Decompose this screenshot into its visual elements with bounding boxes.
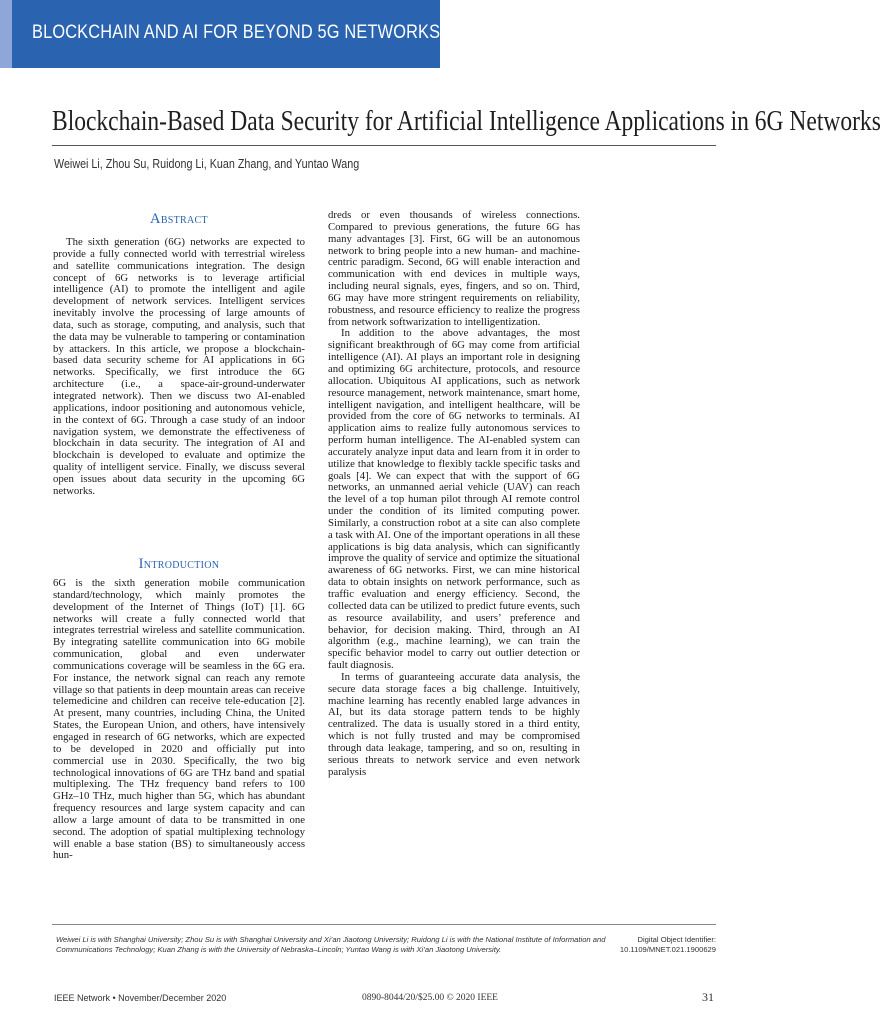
article-authors: Weiwei Li, Zhou Su, Ruidong Li, Kuan Zhang, and Yuntao Wang <box>54 157 360 171</box>
footnote-rule <box>52 924 716 925</box>
banner-text: BLOCKCHAIN AND AI FOR BEYOND 5G NETWORKS <box>32 22 441 43</box>
banner-left-stripe <box>0 0 12 68</box>
left-column <box>53 237 305 498</box>
page-number: 31 <box>702 990 714 1004</box>
section-banner <box>12 0 440 68</box>
introduction-paragraph-1-part-1: 6G is the sixth generation mobile communication standard/technology, which mainly promotes the development of the Internet of Things (IoT) [1]. 6G networks will create a fully connected world that integrates terrestrial wireless and satellite communication. By integrating satellite communication into 6G mobile communication, global and even underwater communications coverage will be seamless in the 6G era. For instance, the network signal can reach any remote village so that patients in deep mountain areas can receive telemedicine and children can receive tele-education [2]. At present, many countries, including China, the United States, the European Union, and others, have intensively engaged in research of 6G networks, which are expected to be developed in 2020 and officially put into commercial use in 2030. Specifically, the two big technological innovations of 6G are THz band and spatial multiplexing. The THz frequency band refers to 100 GHz–10 THz, much higher than 5G, which has abundant frequency resources and large system capacity and can allow a large amount of data to be transmitted in one second. The adoption of spatial multiplexing technology will enable a base station (BS) to simultaneously access hun- <box>53 577 305 862</box>
abstract-text: The sixth generation (6G) networks are expected to provide a fully connected world with terrestrial wireless and satellite communications integration. The design concept of 6G networks is to leverage artificial intelligence (AI) to promote the intelligent and agile development of network services. Intelligent services inevitably involve the processing of large amounts of data, such as storage, computing, and analysis, such that the data may be vulnerable to tampering or contamination by attackers. In this article, we propose a blockchain-based data security scheme for AI applications in 6G networks. Specifically, we first introduce the 6G architecture (i.e., a space-air-ground-underwater integrated network). Then we discuss two AI-enabled applications, indoor positioning and autonomous vehicle, in the context of 6G. Through a case study of an indoor navigation system, we demonstrate the effectiveness of blockchain in data security. The integration of AI and blockchain is developed to evaluate and optimize the quality of intelligent service. Finally, we discuss several open issues about data security in the upcoming 6G networks. <box>53 236 305 497</box>
left-column-body <box>53 578 305 862</box>
title-rule <box>52 145 716 146</box>
introduction-paragraph-3: In terms of guaranteeing accurate data analysis, the secure data storage faces a big challenge. Intuitively, machine learning has recently enabled large advances in AI, but its data storage pattern tends to be highly centralized. The data is usually stored in a third entity, which is not fully trusted and may be compromised through data leakage, tampering, and so on, resulting in serious threats to network service and even network paralysis <box>328 670 580 778</box>
right-column <box>328 210 580 779</box>
introduction-paragraph-1-part-2: dreds or even thousands of wireless connections. Compared to previous generations, the future 6G has many advantages [3]. First, 6G will be an autonomous network to bring people into a new human- and machine-centric paradigm. Second, 6G will enable interaction and communication with end devices in multiple ways, including neural signals, eyes, fingers, and so on. Third, 6G may have more stringent requirements on reliability, robustness, and resource efficiency to realize the progress from network softwarization to intelligentization. <box>328 209 580 328</box>
doi-label: Digital Object Identifier: <box>637 935 716 944</box>
abstract-heading: Abstract <box>150 211 208 227</box>
doi-block <box>620 935 716 956</box>
introduction-heading: Introduction <box>138 556 220 572</box>
issn-footer: 0890-8044/20/$25.00 © 2020 IEEE <box>362 993 498 1003</box>
journal-footer: IEEE Network • November/December 2020 <box>54 993 227 1003</box>
author-affiliations: Weiwei Li is with Shanghai University; Zhou Su is with Shanghai University and Xi’an Jiaotong University; Ruidong Li is with the National Institute of Information and Communications Technology; Kuan Zhang is with the University of Nebraska–Lincoln; Yuntao Wang is with Xi’an Jiaotong University. <box>56 935 606 955</box>
introduction-paragraph-2: In addition to the above advantages, the most significant breakthrough of 6G may come from artificial intelligence (AI). AI plays an important role in designing and optimizing 6G architecture, protocols, and resource allocation. Ubiquitous AI applications, such as network resource management, network maintenance, smart home, intelligent navigation, and intelligent healthcare, will be provided from the core of 6G networks to terminals. AI application aims to realize fully autonomous services to perform human intelligence. The AI-enabled system can accurately analyze input data and learn from it in order to utilize that knowledge to flexibly tackle specific tasks and goals [4]. We can expect that with the support of 6G networks, an unmanned aerial vehicle (UAV) can reach the level of a top human pilot through AI remote control under the condition of its limited computing power. Similarly, a construction robot at a site can also complete a task with AI. One of the important operations in all these applications is big data analysis, which can significantly improve the quality of service and optimize the situational awareness of 6G networks. First, we can mine historical data to obtain insights on network performance, such as traffic evaluation and energy efficiency. Second, the collected data can be utilized to predict future events, such as resource availability, and users’ preference and behavior, for decision making. Third, through an AI algorithm (e.g., machine learning), we can train the specific behavior model to carry out outlier detection or fault diagnosis. <box>328 327 580 672</box>
doi-value: 10.1109/MNET.021.1900629 <box>619 945 716 955</box>
article-title: Blockchain-Based Data Security for Artificial Intelligence Applications in 6G Networks <box>52 106 881 137</box>
